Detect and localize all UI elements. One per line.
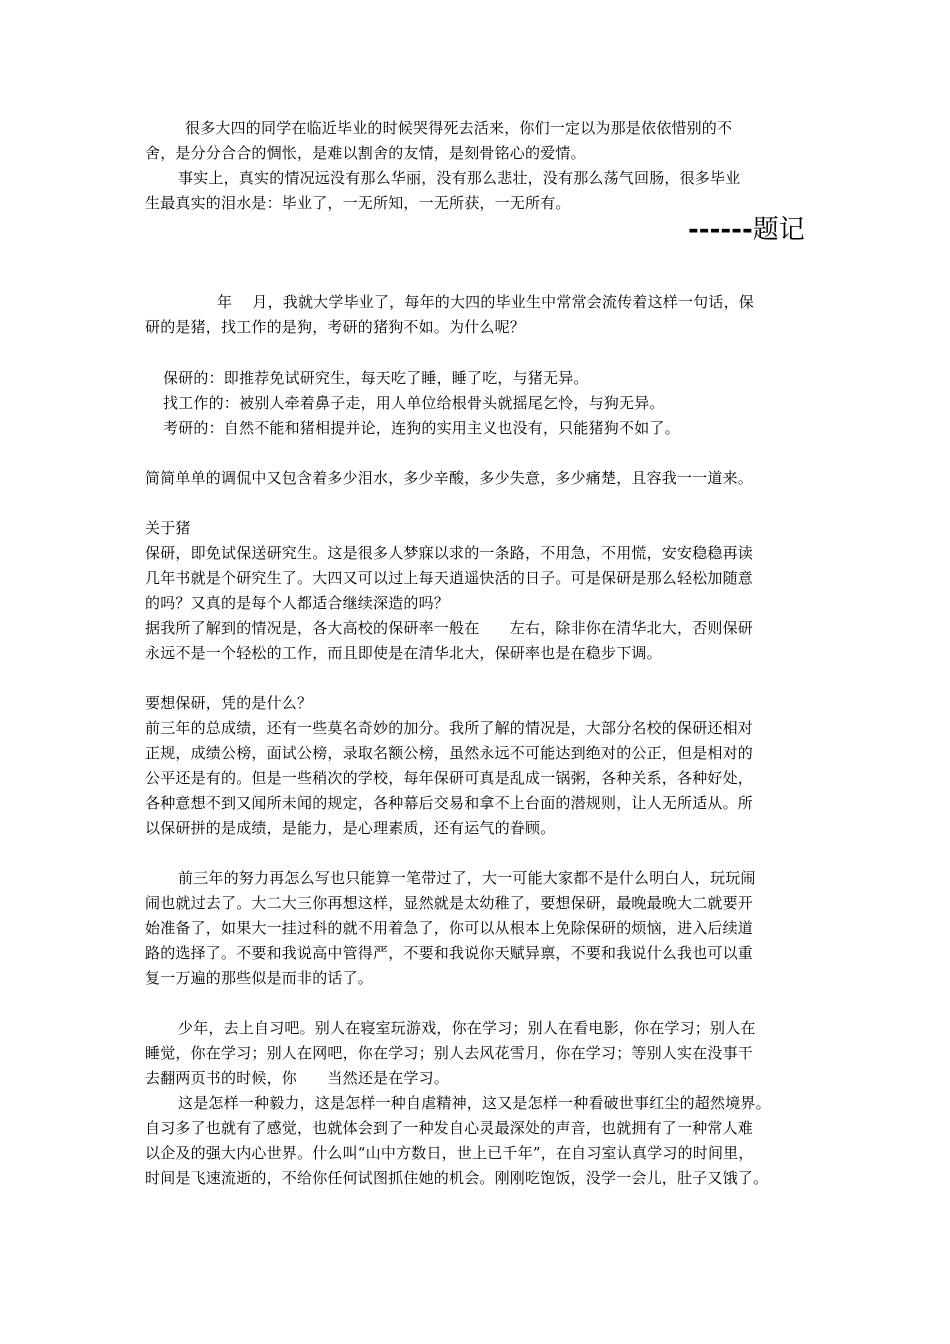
effort-line: 前三年的努力再怎么写也只能算一笔带过了，大一可能大家都不是什么明白人，玩玩闹 xyxy=(178,869,756,887)
perseverance-line: 时间是飞速流逝的，不给你任何试图抓住她的机会。刚刚吃饱饭，没学一会儿，肚子又饿了。 xyxy=(145,1169,769,1187)
section-requirements-line: 各种意想不到又闻所未闻的规定，各种幕后交易和拿不上台面的潜规则，让人无所适从。所 xyxy=(145,794,754,812)
section-pig-line: 几年书就是个研究生了。大四又可以过上每天逍遥快活的日子。可是保研是那么轻松加随意 xyxy=(145,569,754,587)
definition-bao-yan: 保研的：即推荐免试研究生，每天吃了睡，睡了吃，与猪无异。 xyxy=(163,369,589,387)
section-pig-line: 保研，即免试保送研究生。这是很多人梦寐以求的一条路，不用急，不用慌，安安稳稳再读 xyxy=(145,544,754,562)
section-heading-requirements: 要想保研，凭的是什么？ xyxy=(145,694,313,712)
effort-line: 复一万遍的那些似是而非的话了。 xyxy=(145,969,374,987)
section-requirements-line: 前三年的总成绩，还有一些莫名奇妙的加分。我所了解的情况是，大部分名校的保研还相对 xyxy=(145,719,754,737)
epigraph-signature xyxy=(688,213,805,247)
signature-dashes: ------ xyxy=(688,215,753,245)
signature-text: 题记 xyxy=(752,215,805,245)
definition-kao-yan: 考研的：自然不能和猪相提并论，连狗的实用主义也没有，只能猪狗不如了。 xyxy=(163,419,680,437)
preface-line: 事实上，真实的情况远没有那么华丽，没有那么悲壮，没有那么荡气回肠，很多毕业 xyxy=(178,169,741,187)
intro-line: 研的是猪，找工作的是狗，考研的猪狗不如。为什么呢？ xyxy=(145,318,526,336)
perseverance-line: 自习多了也就有了感觉，也就体会到了一种发自心灵最深处的声音，也就拥有了一种常人难 xyxy=(145,1119,754,1137)
section-pig-line: 的吗？又真的是每个人都适合继续深造的吗？ xyxy=(145,594,450,612)
section-requirements-line: 公平还是有的。但是一些稍次的学校，每年保研可真是乱成一锅粥，各种关系，各种好处， xyxy=(145,769,754,787)
section-pig-line: 永远不是一个轻松的工作，而且即使是在清华北大，保研率也是在稳步下调。 xyxy=(145,644,662,662)
summary-line: 简简单单的调侃中又包含着多少泪水，多少辛酸，多少失意，多少痛楚，且容我一一道来。 xyxy=(145,469,754,487)
section-heading-pig: 关于猪 xyxy=(145,519,191,537)
study-line: 睡觉，你在学习；别人在网吧，你在学习；别人去风花雪月，你在学习；等别人实在没事干 xyxy=(145,1044,754,1062)
preface-line: 生最真实的泪水是：毕业了，一无所知，一无所获，一无所有。 xyxy=(145,194,571,212)
preface-line: 舍，是分分合合的惆怅，是难以割舍的友情，是刻骨铭心的爱情。 xyxy=(145,144,586,162)
study-line: 少年，去上自习吧。别人在寝室玩游戏，你在学习；别人在看电影，你在学习；别人在 xyxy=(178,1019,756,1037)
intro-line: 年 月，我就大学毕业了，每年的大四的毕业生中常常会流传着这样一句话，保 xyxy=(217,293,754,311)
perseverance-line: 以企及的强大内心世界。什么叫“山中方数日，世上已千年”，在自习室认真学习的时间里， xyxy=(145,1144,754,1162)
effort-line: 始准备了，如果大一挂过科的就不用着急了，你可以从根本上免除保研的烦恼，进入后续道 xyxy=(145,919,754,937)
section-requirements-line: 正规，成绩公榜，面试公榜，录取名额公榜，虽然永远不可能达到绝对的公正，但是相对的 xyxy=(145,744,754,762)
section-pig-line: 据我所了解到的情况是，各大高校的保研率一般在 左右，除非你在清华北大，否则保研 xyxy=(145,619,754,637)
preface-line: 很多大四的同学在临近毕业的时候哭得死去活来，你们一定以为那是依依惜别的不 xyxy=(185,119,733,137)
definition-job: 找工作的：被别人牵着鼻子走，用人单位给根骨头就摇尾乞怜，与狗无异。 xyxy=(163,394,665,412)
study-line: 去翻两页书的时候，你 当然还是在学习。 xyxy=(145,1069,450,1087)
section-requirements-line: 以保研拼的是成绩，是能力，是心理素质，还有运气的眷顾。 xyxy=(145,819,556,837)
effort-line: 路的选择了。不要和我说高中管得严，不要和我说你天赋异禀，不要和我说什么我也可以重 xyxy=(145,944,754,962)
effort-line: 闹也就过去了。大二大三你再想这样，显然就是太幼稚了，要想保研，最晚最晚大二就要开 xyxy=(145,894,754,912)
perseverance-line: 这是怎样一种毅力，这是怎样一种自虐精神，这又是怎样一种看破世事红尘的超然境界。 xyxy=(178,1094,771,1112)
